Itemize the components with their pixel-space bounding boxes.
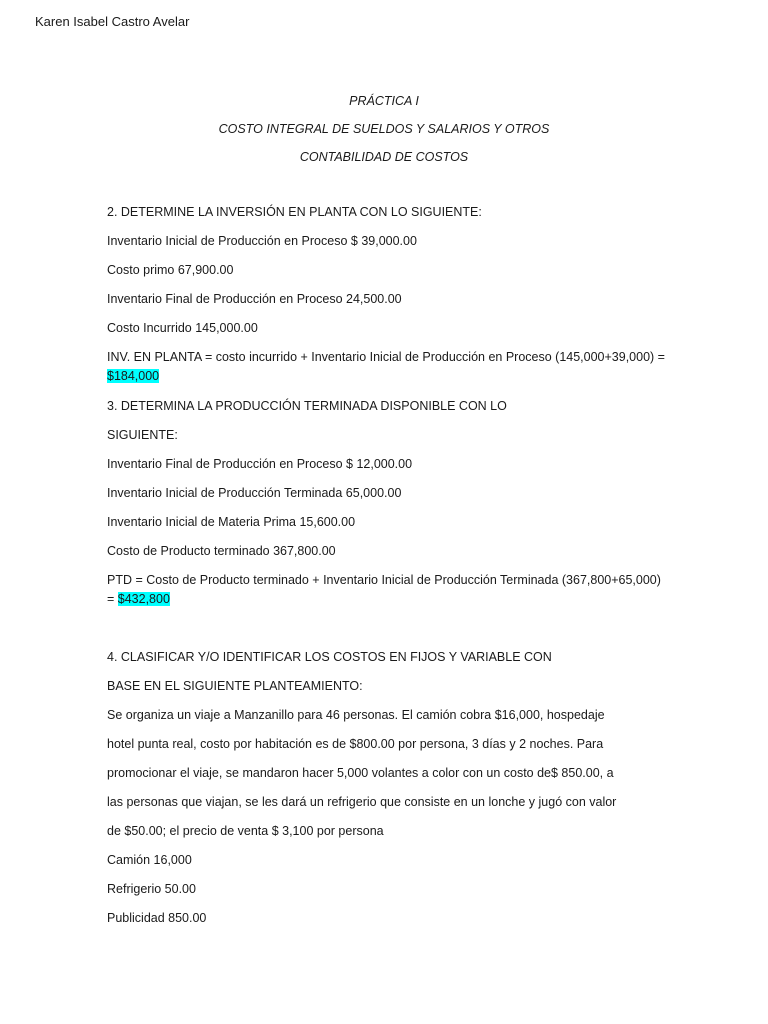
q3-line-2: Inventario Inicial de Producción Terminada 65,000.00 xyxy=(107,486,402,500)
practice-title: PRÁCTICA I xyxy=(349,94,419,108)
q4-paragraph-2: hotel punta real, costo por habitación es de $800.00 por persona, 3 días y 2 noches. Para xyxy=(107,737,604,751)
q4-item-3: Publicidad 850.00 xyxy=(107,911,207,925)
q2-result-highlight: $184,000 xyxy=(107,369,160,383)
practice-subtitle: COSTO INTEGRAL DE SUELDOS Y SALARIOS Y OTROS xyxy=(218,122,550,136)
q3-title-b: SIGUIENTE: xyxy=(107,428,178,442)
q2-result-line xyxy=(107,369,159,383)
q3-title-a: 3. DETERMINA LA PRODUCCIÓN TERMINADA DISPONIBLE CON LO xyxy=(107,399,507,413)
course-title: CONTABILIDAD DE COSTOS xyxy=(299,150,469,164)
q4-title-b: BASE EN EL SIGUIENTE PLANTEAMIENTO: xyxy=(107,679,363,693)
q2-line-1: Inventario Inicial de Producción en Proceso $ 39,000.00 xyxy=(107,234,417,248)
q2-formula: INV. EN PLANTA = costo incurrido + Inventario Inicial de Producción en Proceso (145,000+39,000) = xyxy=(107,350,665,364)
q2-line-3: Inventario Final de Producción en Proceso 24,500.00 xyxy=(107,292,402,306)
q4-paragraph-3: promocionar el viaje, se mandaron hacer 5,000 volantes a color con un costo de$ 850.00, a xyxy=(107,766,614,780)
q3-result-prefix: = xyxy=(107,592,118,606)
q2-title: 2. DETERMINE LA INVERSIÓN EN PLANTA CON LO SIGUIENTE: xyxy=(107,205,482,219)
q4-item-1: Camión 16,000 xyxy=(107,853,192,867)
q3-line-3: Inventario Inicial de Materia Prima 15,600.00 xyxy=(107,515,356,529)
q4-paragraph-5: de $50.00; el precio de venta $ 3,100 por persona xyxy=(107,824,384,838)
q4-paragraph-1: Se organiza un viaje a Manzanillo para 46 personas. El camión cobra $16,000, hospedaje xyxy=(107,708,605,722)
q4-paragraph-4: las personas que viajan, se les dará un refrigerio que consiste en un lonche y jugó con valor xyxy=(107,795,617,809)
q3-line-4: Costo de Producto terminado 367,800.00 xyxy=(107,544,336,558)
q3-line-1: Inventario Final de Producción en Proceso $ 12,000.00 xyxy=(107,457,413,471)
q2-line-4: Costo Incurrido 145,000.00 xyxy=(107,321,258,335)
q4-title-a: 4. CLASIFICAR Y/O IDENTIFICAR LOS COSTOS EN FIJOS Y VARIABLE CON xyxy=(107,650,552,664)
q3-formula: PTD = Costo de Producto terminado + Inventario Inicial de Producción Terminada (367,800+65,000) xyxy=(107,573,661,587)
q3-result-highlight: $432,800 xyxy=(117,592,170,606)
author-name: Karen Isabel Castro Avelar xyxy=(35,14,190,29)
q3-result-line xyxy=(107,592,170,606)
q4-item-2: Refrigerio 50.00 xyxy=(107,882,196,896)
q2-line-2: Costo primo 67,900.00 xyxy=(107,263,234,277)
